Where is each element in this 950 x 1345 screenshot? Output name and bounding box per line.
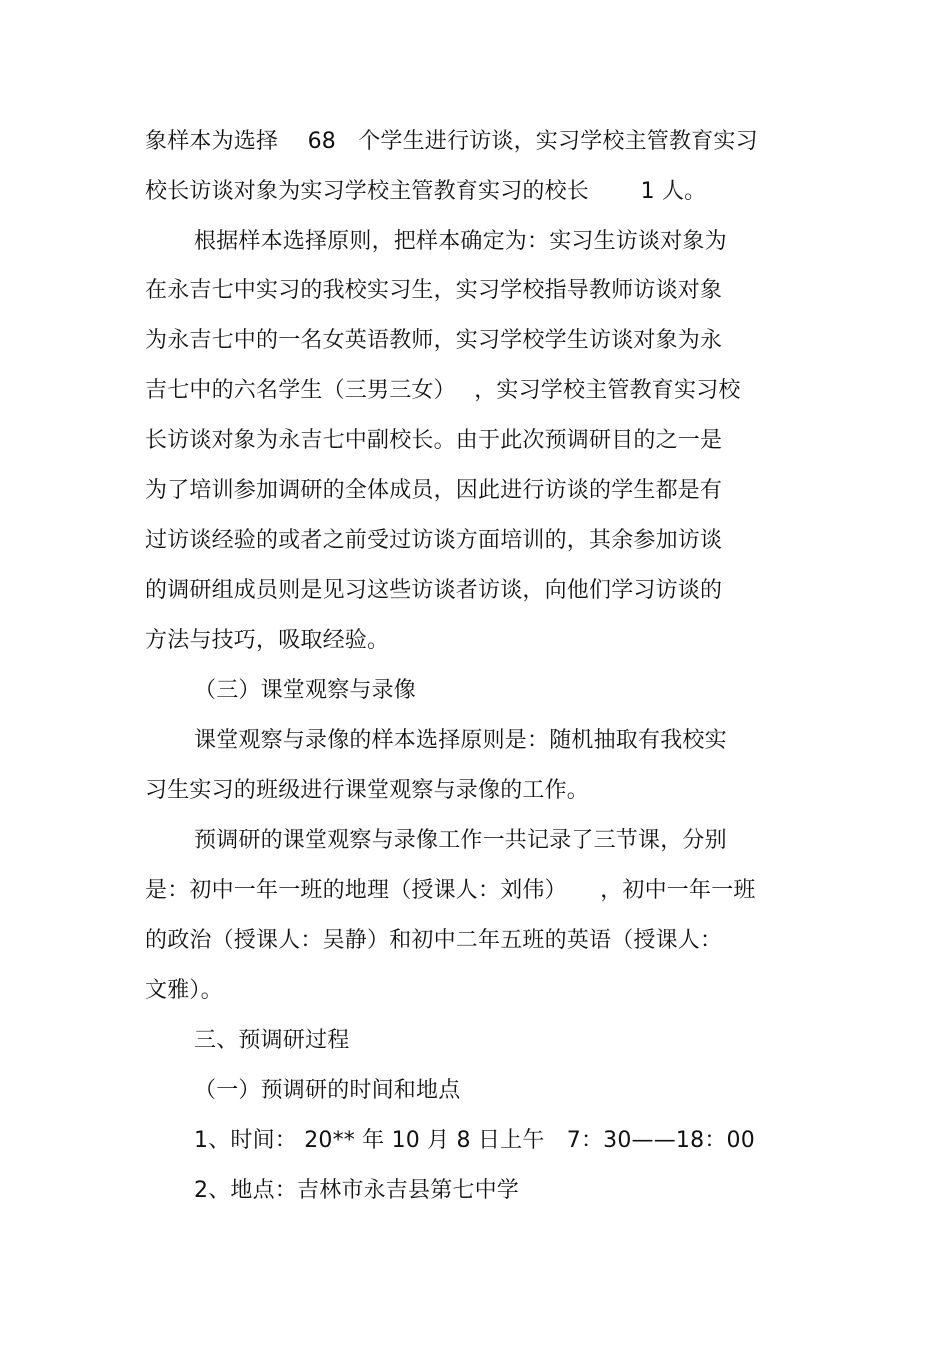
paragraph-line: 的调研组成员则是见习这些访谈者访谈，向他们学习访谈的	[145, 578, 723, 603]
paragraph-line: 为了培训参加调研的全体成员，因此进行访谈的学生都是有	[145, 478, 723, 503]
paragraph-line: 过访谈经验的或者之前受过访谈方面培训的，其余参加访谈	[145, 528, 723, 553]
section-heading: （三）课堂观察与录像	[194, 678, 417, 703]
paragraph-line: 象样本为选择 68 个学生进行访谈，实习学校主管教育实习	[145, 129, 758, 154]
paragraph-line: 根据样本选择原则，把样本确定为：实习生访谈对象为	[194, 229, 727, 254]
subsection-heading: （一）预调研的时间和地点	[194, 1078, 461, 1103]
paragraph-line: 的政治（授课人：吴静）和初中二年五班的英语（授课人：	[145, 928, 723, 953]
paragraph-line: 为永吉七中的一名女英语教师，实习学校学生访谈对象为永	[145, 328, 723, 353]
paragraph-line: 习生实习的班级进行课堂观察与录像的工作。	[145, 778, 590, 803]
paragraph-line: 课堂观察与录像的样本选择原则是：随机抽取有我校实	[194, 728, 727, 753]
paragraph-line: 文雅）。	[145, 978, 223, 1003]
paragraph-line: 方法与技巧，吸取经验。	[145, 628, 390, 653]
paragraph-line: 吉七中的六名学生（三男三女） ，实习学校主管教育实习校	[145, 378, 741, 403]
list-item: 1、时间： 20** 年 10 月 8 日上午 7：30——18：00	[194, 1128, 755, 1153]
paragraph-line: 在永吉七中实习的我校实习生，实习学校指导教师访谈对象	[145, 278, 723, 303]
paragraph-line: 长访谈对象为永吉七中副校长。由于此次预调研目的之一是	[145, 428, 723, 453]
list-item: 2、地点：吉林市永吉县第七中学	[194, 1178, 519, 1203]
paragraph-line: 校长访谈对象为实习学校主管教育实习的校长 1 人。	[145, 179, 707, 204]
paragraph-line: 是：初中一年一班的地理（授课人：刘伟） ，初中一年一班	[145, 878, 756, 903]
section-heading: 三、预调研过程	[194, 1028, 350, 1053]
paragraph-line: 预调研的课堂观察与录像工作一共记录了三节课，分别	[194, 828, 727, 853]
